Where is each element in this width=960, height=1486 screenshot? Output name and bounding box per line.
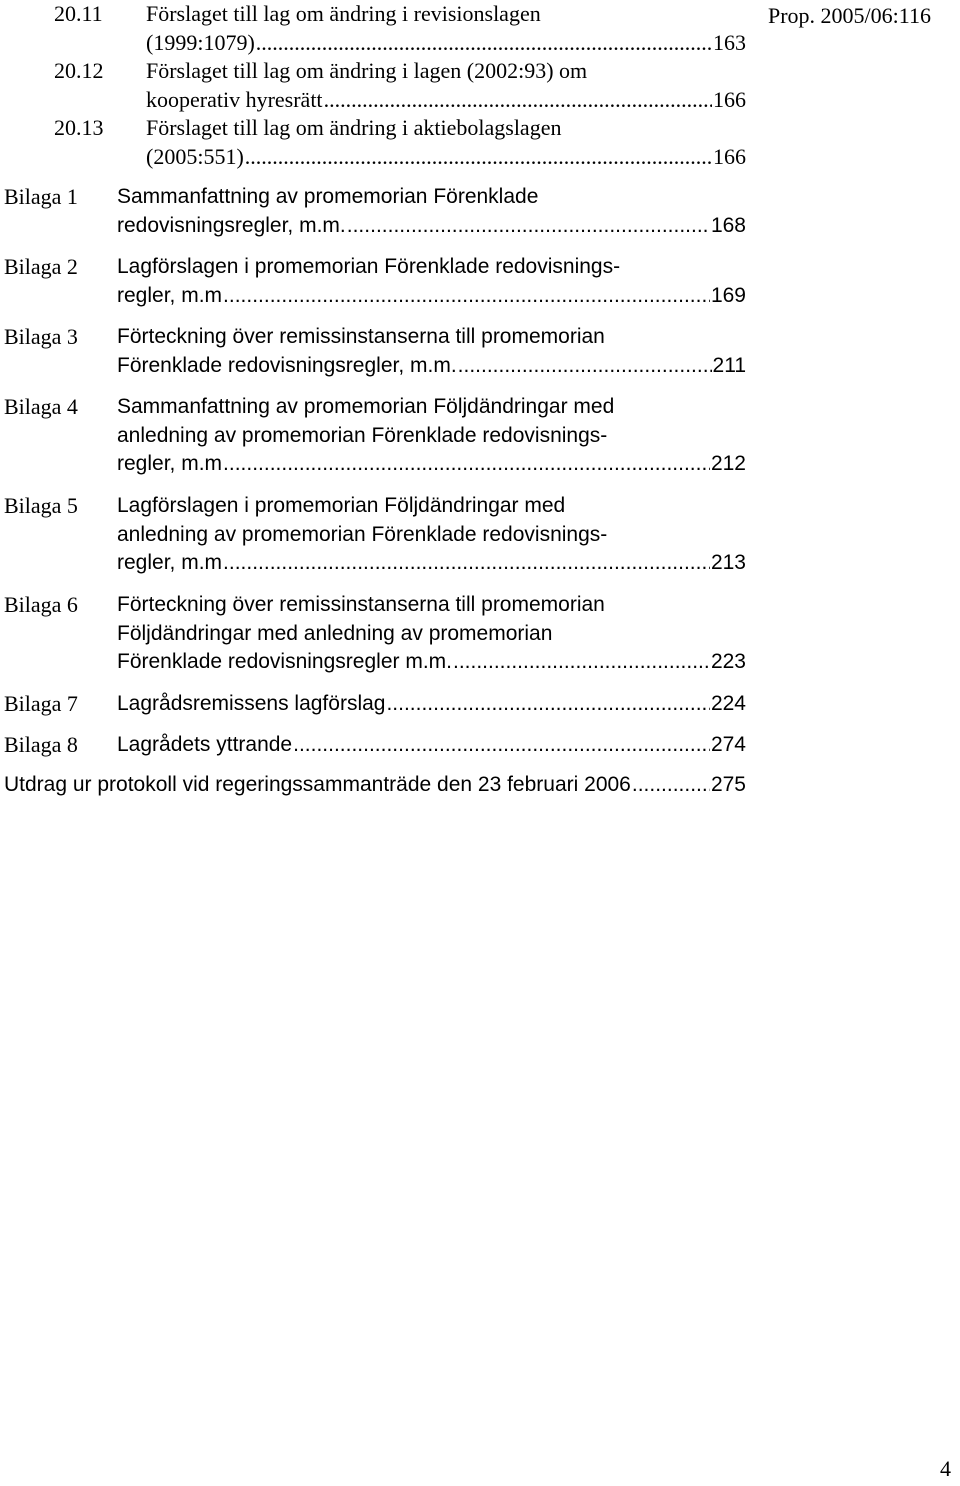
entry-title-last: (2005:551) [146, 143, 244, 169]
dot-leader [256, 29, 712, 57]
appendix-number: Bilaga 4 [4, 394, 78, 419]
entry-title-last: regler, m.m [117, 283, 223, 307]
entry-title-line: anledning av promemorian Förenklade redovisnings- [117, 522, 608, 546]
dot-leader [245, 143, 712, 171]
entry-leader-line [117, 690, 746, 719]
document-reference: Prop. 2005/06:116 [768, 3, 931, 28]
section-number: 20.12 [54, 58, 104, 83]
entry-title-line: Förslaget till lag om ändring i revisionslagen [146, 1, 541, 26]
entry-title-last: regler, m.m [117, 551, 223, 574]
entry-title-last: kooperativ hyresrätt [146, 86, 323, 112]
entry-title-last: Förenklade redovisningsregler m.m. [117, 650, 452, 673]
page-number: 275 [710, 773, 746, 796]
entry-leader-line [4, 771, 746, 800]
page-number: 163 [713, 29, 746, 55]
page-number: 166 [713, 143, 746, 169]
entry-leader-line [117, 648, 746, 677]
appendix-number: Bilaga 8 [4, 732, 78, 757]
entry-title-line: Förteckning över remissinstanserna till promemorian [117, 325, 605, 348]
entry-title-line: Sammanfattning av promemorian Förenklade [117, 185, 539, 208]
entry-leader-line [117, 549, 746, 578]
entry-leader-line [146, 86, 746, 115]
entry-title-last: Förenklade redovisningsregler, m.m. [117, 353, 457, 377]
appendix-number: Bilaga 1 [4, 184, 78, 209]
page-number: 274 [710, 733, 746, 756]
section-number: 20.11 [54, 1, 103, 26]
dot-leader [223, 282, 710, 310]
entry-title-line: Sammanfattning av promemorian Följdändringar med [117, 395, 615, 418]
page-number: 224 [710, 692, 746, 715]
entry-leader-line [117, 731, 746, 760]
entry-leader-line [117, 212, 746, 241]
entry-title-line: Följdändringar med anledning av promemorian [117, 621, 553, 645]
appendix-number: Bilaga 3 [4, 324, 78, 349]
entry-leader-line [146, 29, 746, 58]
page-number: 168 [710, 213, 746, 237]
entry-title-line: Förslaget till lag om ändring i aktiebolagslagen [146, 115, 562, 140]
entry-title-last: regler, m.m [117, 452, 223, 475]
dot-leader [223, 549, 710, 577]
page-number: 169 [710, 283, 746, 307]
dot-leader [632, 771, 710, 799]
entry-title-line: Lagförslagen i promemorian Följdändringar med [117, 494, 566, 517]
page-footer-number: 4 [940, 1456, 951, 1481]
appendix-number: Bilaga 6 [4, 592, 78, 617]
entry-leader-line [117, 450, 746, 479]
page-number: 212 [710, 452, 746, 475]
dot-leader [386, 690, 709, 718]
entry-title-line: Förteckning över remissinstanserna till promemorian [117, 593, 605, 616]
entry-title-last: Utdrag ur protokoll vid regeringssammanträde den 23 februari 2006 [4, 773, 631, 796]
entry-title-last: redovisningsregler, m.m. [117, 213, 346, 237]
entry-title-last: (1999:1079) [146, 29, 255, 55]
dot-leader [293, 731, 710, 759]
entry-leader-line [117, 352, 746, 381]
entry-title-line: Förslaget till lag om ändring i lagen (2002:93) om [146, 58, 588, 83]
appendix-number: Bilaga 2 [4, 254, 78, 279]
appendix-number: Bilaga 7 [4, 691, 78, 716]
page-number: 213 [710, 551, 746, 574]
entry-title-last: Lagrådets yttrande [117, 733, 293, 756]
page-number: 211 [712, 353, 746, 377]
dot-leader [458, 352, 712, 380]
dot-leader [324, 86, 712, 114]
dot-leader [223, 450, 710, 478]
dot-leader [453, 648, 710, 676]
appendix-number: Bilaga 5 [4, 493, 78, 518]
entry-leader-line [117, 282, 746, 311]
page-number: 166 [713, 86, 746, 112]
entry-title-last: Lagrådsremissens lagförslag [117, 692, 386, 715]
dot-leader [347, 212, 710, 240]
section-number: 20.13 [54, 115, 104, 140]
entry-leader-line [146, 143, 746, 172]
entry-title-line: anledning av promemorian Förenklade redovisnings- [117, 423, 608, 447]
page-number: 223 [710, 650, 746, 673]
entry-title-line: Lagförslagen i promemorian Förenklade redovisnings- [117, 255, 621, 278]
